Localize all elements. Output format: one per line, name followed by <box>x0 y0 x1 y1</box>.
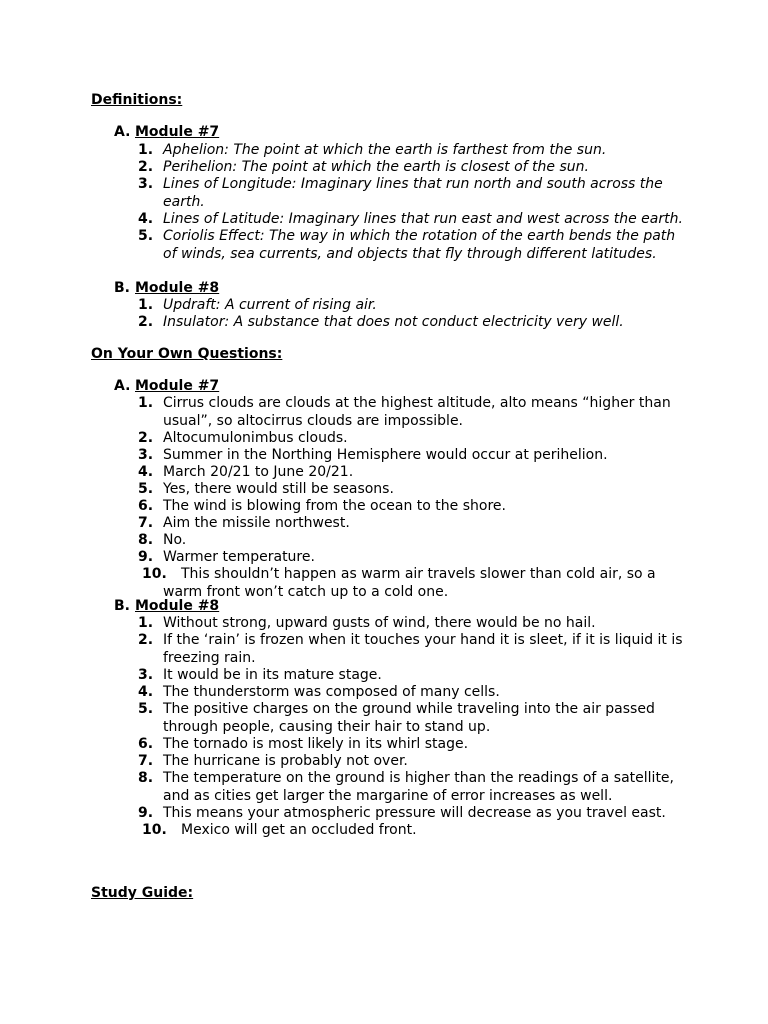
questions-heading: On Your Own Questions: <box>91 346 283 362</box>
questions-module7-title: Module #7 <box>135 378 220 394</box>
definitions-module7-title: Module #7 <box>135 124 220 140</box>
list-item: 5. The positive charges on the ground while traveling into the air passed through people, causing their hair to stand up. <box>138 701 655 735</box>
questions-module8-label: B. <box>114 598 130 614</box>
list-item: 1. Aphelion: The point at which the earth is farthest from the sun. <box>138 142 607 158</box>
questions-module8-list <box>0 614 768 838</box>
questions-module8-title: Module #8 <box>135 598 220 614</box>
list-item: 2. Insulator: A substance that does not conduct electricity very well. <box>138 314 624 330</box>
questions-module8-heading <box>114 598 219 615</box>
questions-module7-heading <box>114 378 219 395</box>
list-item: 8. The temperature on the ground is higher than the readings of a satellite, and as cities get larger the margarine of error increases as well. <box>138 770 674 804</box>
definitions-module8-list <box>0 296 768 330</box>
list-item: 4. March 20/21 to June 20/21. <box>138 464 354 480</box>
list-item: 9. Warmer temperature. <box>138 549 315 565</box>
definitions-heading: Definitions: <box>91 92 183 108</box>
list-item: 5. Coriolis Effect: The way in which the rotation of the earth bends the path of winds, sea currents, and objects that fly through different latitudes. <box>138 228 676 262</box>
list-item: 8. No. <box>138 532 187 548</box>
list-item: 7. The hurricane is probably not over. <box>138 753 408 769</box>
definitions-module8-label: B. <box>114 280 130 296</box>
list-item: 10. This shouldn’t happen as warm air travels slower than cold air, so a warm front won’t catch up to a cold one. <box>142 566 656 600</box>
list-item: 3. It would be in its mature stage. <box>138 667 382 683</box>
list-item: 1. Without strong, upward gusts of wind, there would be no hail. <box>138 615 596 631</box>
questions-module7-list <box>0 394 768 600</box>
list-item: 2. Altocumulonimbus clouds. <box>138 430 348 446</box>
list-item: 3. Lines of Longitude: Imaginary lines that run north and south across the earth. <box>138 176 663 210</box>
definitions-module8-heading <box>114 280 219 297</box>
definitions-module8-title: Module #8 <box>135 280 220 296</box>
list-item: 3. Summer in the Northing Hemisphere would occur at perihelion. <box>138 447 608 463</box>
study-guide-heading: Study Guide: <box>91 885 194 901</box>
list-item: 7. Aim the missile northwest. <box>138 515 350 531</box>
list-item: 1. Updraft: A current of rising air. <box>138 297 377 313</box>
list-item: 2. If the ‘rain’ is frozen when it touches your hand it is sleet, if it is liquid it is freezing rain. <box>138 632 683 666</box>
list-item: 4. The thunderstorm was composed of many cells. <box>138 684 500 700</box>
list-item: 4. Lines of Latitude: Imaginary lines that run east and west across the earth. <box>138 211 683 227</box>
definitions-module7-heading <box>114 124 219 141</box>
list-item: 2. Perihelion: The point at which the earth is closest of the sun. <box>138 159 589 175</box>
questions-module7-label: A. <box>114 378 131 394</box>
definitions-module7-list <box>0 141 768 262</box>
list-item: 1. Cirrus clouds are clouds at the highest altitude, alto means “higher than usual”, so altocirrus clouds are impossible. <box>138 395 671 429</box>
list-item: 9. This means your atmospheric pressure will decrease as you travel east. <box>138 805 666 821</box>
list-item: 10. Mexico will get an occluded front. <box>142 822 417 838</box>
list-item: 5. Yes, there would still be seasons. <box>138 481 394 497</box>
list-item: 6. The wind is blowing from the ocean to the shore. <box>138 498 506 514</box>
definitions-module7-label: A. <box>114 124 131 140</box>
list-item: 6. The tornado is most likely in its whirl stage. <box>138 736 469 752</box>
